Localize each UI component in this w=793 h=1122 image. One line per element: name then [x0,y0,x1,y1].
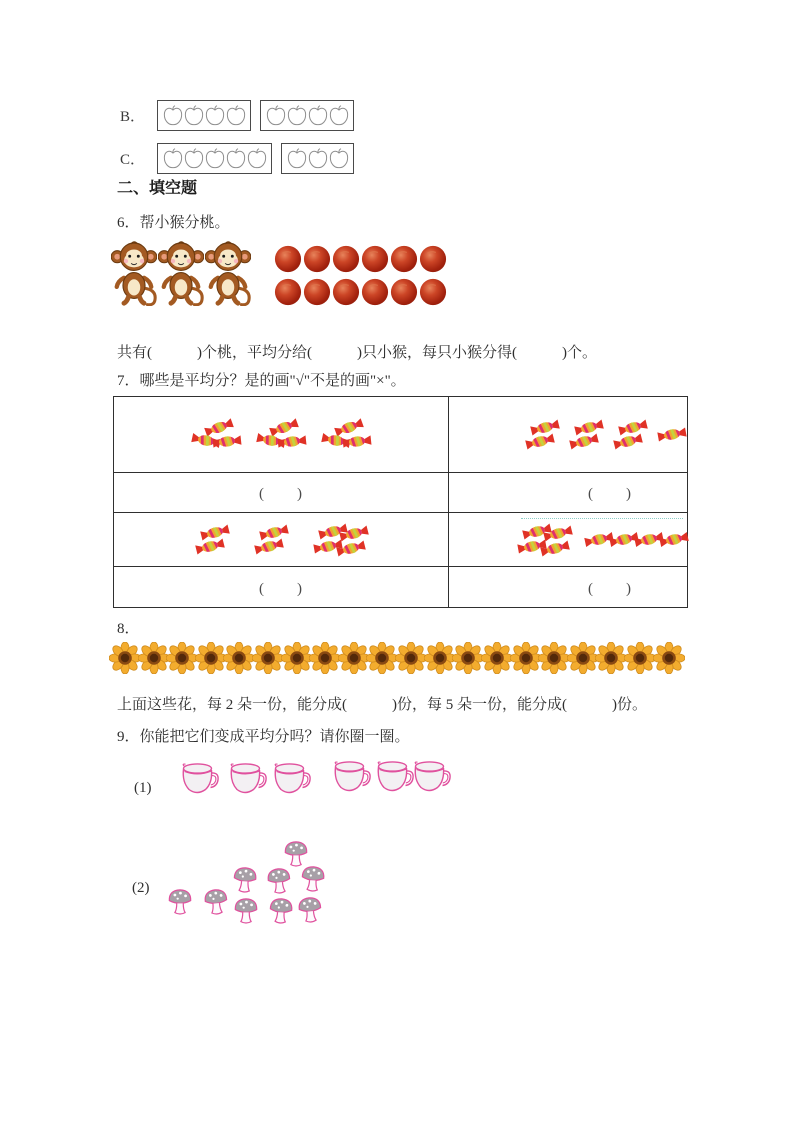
apple-icon [247,147,267,170]
cup-icon [226,758,268,802]
candy-cluster-pair [195,524,230,555]
q7-table [113,396,688,608]
option-c-label: C． [120,152,146,168]
candy-cluster-tri [321,419,372,450]
apple-icon [266,104,286,127]
apple-box [157,100,251,131]
apple-icon [329,104,349,127]
q6-label: 6．帮小猴分桃。 [117,215,230,231]
q7-label: 7．哪些是平均分？是的画"√"不是的画"×"。 [117,373,406,389]
option-b-boxes [157,100,354,131]
q9-part2-mushrooms [160,835,345,937]
apple-icon [163,147,183,170]
flower-icon [595,642,627,674]
peach-icon [303,278,331,306]
apple-icon [329,147,349,170]
mushroom-icon [296,893,325,925]
q7-cell-images-4 [449,513,687,567]
q7-answer-blank-1: ( ) [114,473,449,513]
apple-icon [205,147,225,170]
flower-icon [424,642,456,674]
flower-icon [481,642,513,674]
candy-icon [252,535,285,559]
candy-cluster-single [657,426,687,443]
apple-box [157,143,272,174]
mushroom-icon [231,863,259,895]
peach-icon [274,278,302,306]
candy-cluster-pair [613,419,648,450]
apple-icon [205,104,225,127]
mushroom-icon [299,862,327,894]
flower-icon [252,642,284,674]
mushroom-icon [167,886,193,916]
flower-icon [653,642,685,674]
section-heading: 二、填空题 [117,180,198,197]
peach-icon [390,245,418,273]
flower-icon [309,642,341,674]
peach-icon [419,245,447,273]
q9-part2-label: (2) [132,880,150,896]
flower-icon [338,642,370,674]
apple-icon [163,104,183,127]
candy-cluster-tri [191,419,242,450]
q7-answer-blank-4: ( ) [588,580,632,597]
monkey-icon [111,240,157,306]
mushroom-icon [265,864,294,896]
mushroom-icon [233,895,259,925]
candy-icon [611,430,644,454]
candy-cluster-pair [569,419,604,450]
peach-icon [303,245,331,273]
flower-icon [510,642,542,674]
mushroom-icon [267,894,295,926]
flower-icon [223,642,255,674]
candy-icon [193,535,226,559]
peach-icon [274,245,302,273]
apple-icon [308,147,328,170]
monkey-icon [205,240,251,306]
option-c-boxes [157,143,354,174]
q8-flower-row [109,642,681,674]
q7-cell-images-2 [449,397,687,473]
option-row-c [120,143,354,174]
apple-icon [308,104,328,127]
cup-icon [373,756,415,800]
q7-answer-blank-2: ( ) [449,473,687,513]
flower-icon [166,642,198,674]
apple-icon [226,104,246,127]
peach-icon [390,278,418,306]
q6-monkeys [111,240,251,306]
cup-icon [178,758,220,802]
candy-icon [567,430,600,454]
candy-icon [523,430,556,454]
apple-icon [287,147,307,170]
candy-cluster-row4 [584,530,687,549]
candy-cluster-quad [313,523,367,557]
monkey-icon [158,240,204,306]
peach-icon [361,278,389,306]
flower-icon [395,642,427,674]
q6-blank-line: 共有( )个桃，平均分给( )只小猴，每只小猴分得( )个。 [117,345,597,361]
q7-answer-blank-3: ( ) [114,567,449,607]
flower-icon [567,642,599,674]
flower-icon [624,642,656,674]
q9-part1-cups [178,756,463,808]
q9-label: 9．你能把它们变成平均分吗？请你圈一圈。 [117,729,410,745]
apple-icon [184,147,204,170]
mushroom-icon [202,885,231,917]
q8-label: 8． [117,621,140,637]
peach-icon [361,245,389,273]
cup-icon [410,756,452,800]
apple-icon [184,104,204,127]
peach-icon [419,278,447,306]
apple-box [260,100,354,131]
apple-box [281,143,354,174]
flower-icon [109,642,141,674]
flower-icon [366,642,398,674]
peach-icon [332,278,360,306]
q7-cell-images-3 [114,513,449,567]
flower-icon [281,642,313,674]
cup-icon [270,758,312,802]
flower-icon [195,642,227,674]
q9-part1-label: (1) [134,780,152,796]
option-row-b [120,100,354,131]
candy-icon [211,431,243,451]
option-b-label: B． [120,109,146,125]
candy-icon [276,431,308,451]
apple-icon [226,147,246,170]
candy-icon [341,431,373,451]
cup-icon [330,756,372,800]
q7-cell-images-1 [114,397,449,473]
candy-cluster-tri [256,419,307,450]
q6-peaches [274,245,448,311]
flower-icon [452,642,484,674]
candy-icon [656,424,688,446]
candy-cluster-quad [517,523,571,557]
q8-blank-line: 上面这些花，每 2 朵一份，能分成( )份，每 5 朵一份，能分成( )份。 [117,697,647,713]
apple-icon [287,104,307,127]
candy-cluster-pair [254,524,289,555]
flower-icon [538,642,570,674]
peach-icon [332,245,360,273]
candy-cluster-pair [525,419,560,450]
flower-icon [138,642,170,674]
